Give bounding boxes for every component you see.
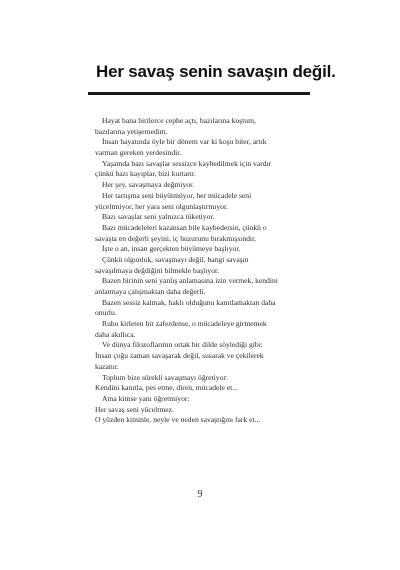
text-line: İşte o an, insan gerçekten büyümeye başlıyor.: [102, 244, 241, 254]
text-line: Ve dünya filozoflarının ortak bir dilde söylediği gibi:: [102, 340, 263, 350]
text-line: Çünkü olgunluk, savaşmayı değil, hangi savaşın: [102, 254, 249, 264]
text-line: Ruhu kirleten bir zaferdense, o mücadeleye girmemek: [102, 319, 267, 329]
text-line: Bazen birinin seni yanlış anlamasına izin vermek, kendini: [102, 276, 278, 286]
text-line: savaşta en değerli şeyini, iç huzurunu bırakmışsındır.: [95, 233, 257, 243]
text-line: çünkü bazı kayıplar, bizi kurtarır.: [95, 169, 196, 179]
text-line: Kendini kanıtla, pes etme, diren, mücadele et...: [95, 383, 238, 393]
text-line: varman gereken yerdesindir.: [95, 148, 182, 158]
text-line: savaşılmaya değdiğini bilmekle başlıyor.: [95, 265, 220, 275]
text-line: Her tartışma seni büyütmüyor, her mücadele seni: [102, 190, 252, 200]
text-line: Hayat bana birilerce cephe açtı, bazılarına koştum,: [102, 116, 256, 125]
text-line: Her şey, savaşmaya değmiyor.: [102, 180, 195, 190]
text-line: İnsan hayatında öyle bir dönem var ki koşu biter, artık: [102, 137, 267, 147]
text-line: bazılarına yetişemedim.: [95, 126, 168, 136]
text-line: Bazen sessiz kalmak, haklı olduğunu kanıtlamaktan daha: [102, 297, 276, 307]
chapter-title: Her savaş senin savaşın değil.: [96, 62, 336, 81]
text-line: yüceltmiyor, her yara seni olgunlaştırmıyor.: [95, 201, 228, 211]
text-line: daha akıllıca.: [95, 329, 136, 339]
text-line: anlatmaya çalışmaktan daha değerli.: [95, 287, 206, 296]
text-line: Ama kimse yanı öğretmiyor:: [102, 393, 190, 403]
text-line: onurlu.: [95, 308, 117, 318]
text-line: Her savaş seni yüceltmez.: [95, 404, 174, 414]
text-line: kazanır.: [95, 361, 119, 371]
text-line: İnsan çoğu zaman savaşarak değil, susarak ve çekilerek: [95, 351, 264, 361]
text-line: Bazı savaşlar seni yalnızca tüketiyor.: [102, 212, 215, 222]
body-text: [95, 116, 320, 426]
text-line: Yaşamda bazı savaşlar sessizce kaybedilmek için vardır: [102, 158, 272, 168]
page-number: 9: [197, 489, 203, 500]
text-line: Bazı mücadeleleri kazansan bile kaybedersin, çünkü o: [102, 222, 267, 232]
text-line: Toplum bize sürekli savaşmayı öğretiyor:: [102, 372, 229, 382]
text-line: O yüzden kiminle, neyle ve neden savaştığını fark et...: [95, 415, 261, 425]
title-underline-rule: [88, 92, 310, 95]
